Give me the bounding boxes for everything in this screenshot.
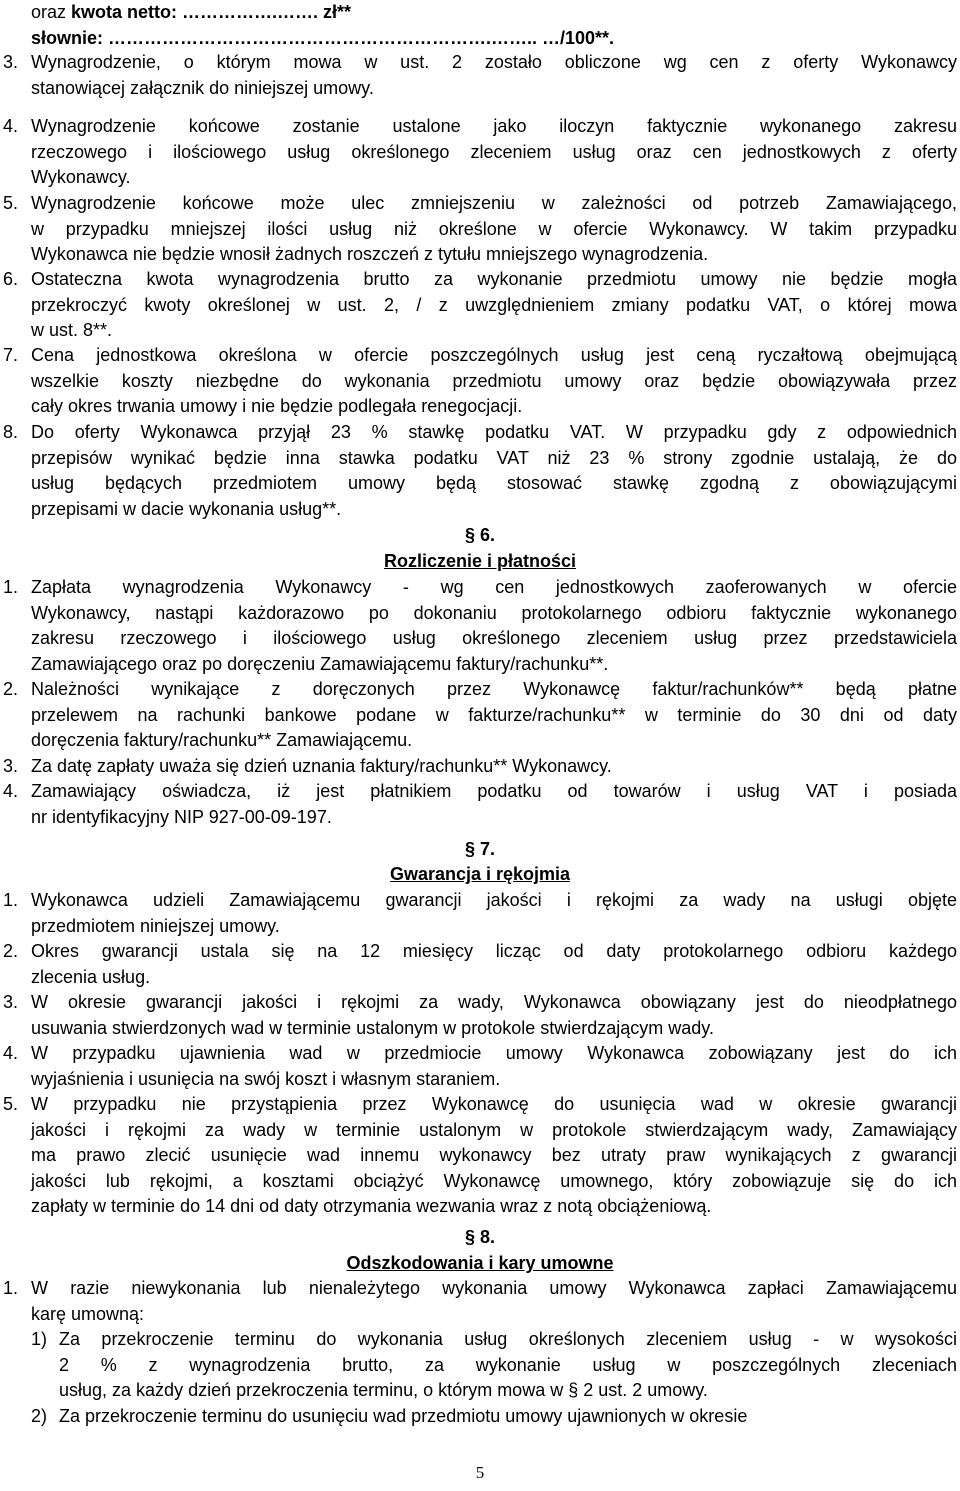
net-amount-prefix: oraz	[31, 2, 72, 22]
section-6-title: Rozliczenie i płatności	[383, 551, 577, 571]
item-number: 8.	[3, 422, 19, 442]
item-number: 1.	[3, 1278, 19, 1298]
section-8-number: § 8.	[464, 1227, 496, 1247]
item-text-line: nr identyfikacyjny NIP 927-00-09-197.	[31, 806, 332, 827]
list-item	[3, 1041, 957, 1092]
item-text-line: Zamawiającego oraz po doręczeniu Zamawiającemu faktury/rachunku**.	[31, 653, 609, 674]
item-text-line: karę umowną:	[31, 1303, 145, 1324]
item-number: 2.	[3, 679, 19, 699]
item-number: 4.	[3, 1043, 19, 1063]
item-text-line: usług będących przedmiotem umowy będą stosować stawkę zgodną z obowiązującymi	[31, 473, 957, 494]
item-text-line: Zamawiający oświadcza, iż jest płatnikiem podatku od towarów i usług VAT i posiada	[31, 781, 957, 801]
item-number: 3.	[3, 52, 19, 72]
item-text-line: Wykonawcy.	[31, 167, 131, 188]
item-number: 1.	[3, 890, 19, 910]
item-text-line: Za przekroczenie terminu do wykonania usług określonych zleceniem usług - w wysokości	[59, 1329, 957, 1349]
item-number: 3.	[3, 992, 19, 1012]
item-text-line: przedmiotem niniejszej umowy.	[31, 915, 280, 936]
item-text-line: przepisami w dacie wykonania usług**.	[31, 498, 342, 519]
list-item	[3, 114, 957, 191]
item-text-line: Wynagrodzenie końcowe może ulec zmniejszeniu w zależności od potrzeb Zamawiającego,	[31, 193, 957, 213]
list-item	[3, 420, 957, 522]
item-number: 2.	[3, 941, 19, 961]
item-text-line: Okres gwarancji ustala się na 12 miesięcy licząc od daty protokolarnego odbioru każdego	[31, 941, 957, 961]
list-item	[3, 990, 957, 1041]
list-item	[3, 267, 957, 344]
item-text-line: w przypadku mniejszej ilości usług niż określone w ofercie Wykonawcy. W takim przypadku	[31, 218, 957, 239]
item-number: 1)	[31, 1329, 48, 1349]
item-text-line: wszelkie koszty niezbędne do wykonania przedmiotu umowy oraz będzie obowiązywała przez	[31, 370, 957, 391]
page-number: 5	[475, 1463, 485, 1482]
item-text-line: zlecenia usług.	[31, 966, 151, 987]
item-text-line: usuwania stwierdzonych wad w terminie ustalonym w protokole stwierdzającym wady.	[31, 1017, 714, 1038]
item-text-line: Wynagrodzenie, o którym mowa w ust. 2 zostało obliczone wg cen z oferty Wykonawcy	[31, 52, 957, 72]
item-text-line: w ust. 8**.	[31, 320, 113, 341]
item-text-line: W przypadku nie przystąpienia przez Wykonawcę do usunięcia wad w okresie gwarancji	[31, 1094, 957, 1114]
item-number: 1.	[3, 577, 19, 597]
list-item	[3, 888, 957, 939]
item-text-line: zapłaty w terminie do 14 dni od daty otrzymania wezwania wraz z notą obciążeniową.	[31, 1196, 712, 1217]
item-text-line: W okresie gwarancji jakości i rękojmi za wady, Wykonawca obowiązany jest do nieodpłatnego	[31, 992, 957, 1012]
item-text-line: Za datę zapłaty uważa się dzień uznania faktury/rachunku** Wykonawcy.	[31, 756, 612, 776]
list-item	[3, 1276, 957, 1327]
item-text-line: jakości lub rękojmi, a kosztami obciążyć Wykonawcę umownego, który zobowiązuje się do ich	[31, 1170, 957, 1191]
item-text-line: W przypadku ujawnienia wad w przedmiocie umowy Wykonawca zobowiązany jest do ich	[31, 1043, 957, 1063]
item-text-line: Do oferty Wykonawca przyjął 23 % stawkę podatku VAT. W przypadku gdy z odpowiednich	[31, 422, 957, 442]
item-number: 2)	[31, 1406, 48, 1426]
net-amount-value: kwota netto: …………….……. zł**	[71, 2, 352, 22]
item-text-line: cały okres trwania umowy i nie będzie podlegała renegocjacji.	[31, 396, 523, 417]
item-text-line: Wynagrodzenie końcowe zostanie ustalone jako iloczyn faktycznie wykonanego zakresu	[31, 116, 957, 136]
list-item	[3, 575, 957, 677]
item-number: 4.	[3, 116, 19, 136]
item-number: 7.	[3, 345, 19, 365]
list-item	[31, 1327, 957, 1404]
item-text-line: przepisów wynikać będzie inna stawka podatku VAT niż 23 % strony zgodnie ustalają, że do	[31, 447, 957, 468]
list-item	[3, 754, 957, 780]
list-item	[3, 939, 957, 990]
list-item	[31, 1404, 957, 1430]
section-7-title: Gwarancja i rękojmia	[389, 864, 571, 884]
item-text-line: Wykonawcy, nastąpi każdorazowo po dokonaniu protokolarnego odbioru faktycznie wykonanego	[31, 602, 957, 623]
item-number: 5.	[3, 193, 19, 213]
item-text-line: stanowiącej załącznik do niniejszej umowy.	[31, 77, 374, 98]
item-text-line: Zapłata wynagrodzenia Wykonawcy - wg cen jednostkowych zaoferowanych w ofercie	[31, 577, 957, 597]
section-6-number: § 6.	[464, 525, 496, 545]
item-number: 3.	[3, 756, 19, 776]
list-item	[3, 50, 957, 101]
list-item	[3, 1092, 957, 1220]
item-number: 6.	[3, 269, 19, 289]
item-text-line: Cena jednostkowa określona w ofercie poszczególnych usług jest ceną ryczałtową obejmującą	[31, 345, 957, 365]
list-item	[3, 191, 957, 268]
item-text-line: Za przekroczenie terminu do usunięciu wad przedmiotu umowy ujawnionych w okresie	[59, 1406, 748, 1426]
item-number: 4.	[3, 781, 19, 801]
item-text-line: usług, za każdy dzień przekroczenia terminu, o którym mowa w § 2 ust. 2 umowy.	[59, 1380, 708, 1401]
item-text-line: doręczenia faktury/rachunku** Zamawiającemu.	[31, 730, 413, 751]
item-text-line: 2 % z wynagrodzenia brutto, za wykonanie usług w poszczególnych zleceniach	[59, 1354, 957, 1375]
net-amount-line	[31, 0, 957, 51]
item-text-line: jakości i rękojmi za wady w terminie ustalonym w protokole stwierdzającym wady, Zamawiający	[31, 1119, 957, 1140]
list-item	[3, 677, 957, 754]
section-8-title: Odszkodowania i kary umowne	[346, 1253, 614, 1273]
item-text-line: przekroczyć kwoty określonej w ust. 2, / z uwzględnieniem zmiany podatku VAT, o której mowa	[31, 294, 957, 315]
list-item	[3, 779, 957, 830]
item-number: 5.	[3, 1094, 19, 1114]
item-text-line: ma prawo zlecić usunięcie wad innemu wykonawcy bez utraty praw wynikających z gwarancji	[31, 1145, 957, 1166]
item-text-line: Należności wynikające z doręczonych przez Wykonawcę faktur/rachunków** będą płatne	[31, 679, 957, 699]
item-text-line: Wykonawca nie będzie wnosił żadnych roszczeń z tytułu mniejszego wynagrodzenia.	[31, 244, 709, 265]
item-text-line: W razie niewykonania lub nienależytego wykonania umowy Wykonawca zapłaci Zamawiającemu	[31, 1278, 957, 1298]
item-text-line: Ostateczna kwota wynagrodzenia brutto za wykonanie przedmiotu umowy nie będzie mogła	[31, 269, 957, 289]
section-7-number: § 7.	[464, 839, 496, 859]
item-text-line: Wykonawca udzieli Zamawiającemu gwarancji jakości i rękojmi za wady na usługi objęte	[31, 890, 957, 910]
item-text-line: wyjaśnienia i usunięcia na swój koszt i własnym staraniem.	[31, 1068, 501, 1089]
item-text-line: rzeczowego i ilościowego usług określonego zleceniem usług oraz cen jednostkowych z oferty	[31, 141, 957, 162]
item-text-line: zakresu rzeczowego i ilościowego usług określonego zleceniem usług przez przedstawiciela	[31, 628, 957, 649]
amount-in-words: słownie: ……………………………………………………….…….. …/100**.	[31, 27, 615, 48]
item-text-line: przelewem na rachunki bankowe podane w fakturze/rachunku** w terminie do 30 dni od daty	[31, 704, 957, 725]
list-item	[3, 343, 957, 420]
